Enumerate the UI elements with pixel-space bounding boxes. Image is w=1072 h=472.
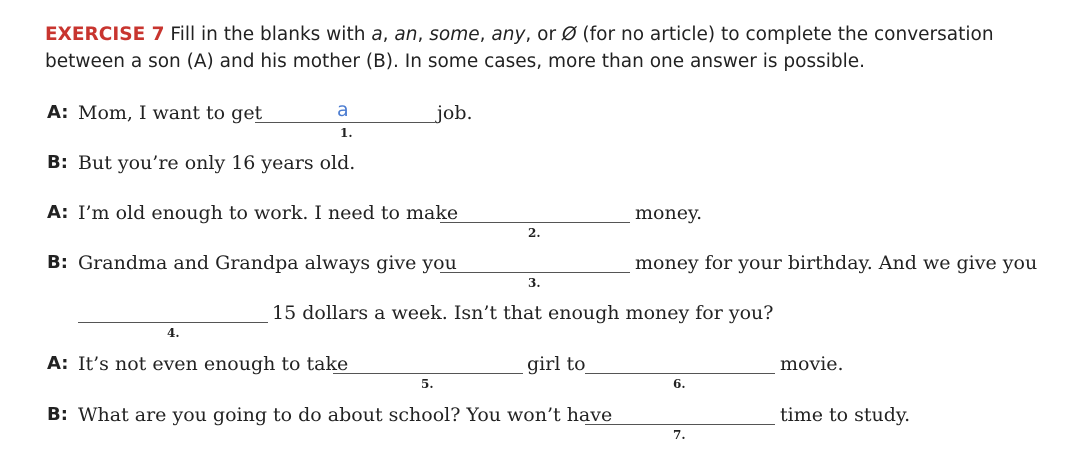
line-7-text: What are you going to do about school? You won’t have (78, 404, 613, 426)
answer-blank-3[interactable] (440, 272, 630, 273)
line-1-text: Mom, I want to get (78, 102, 263, 124)
line-5-text: 15 dollars a week. Isn’t that enough money for you? (272, 302, 774, 324)
option-any: any (491, 24, 526, 45)
blank-number-1: 1. (340, 126, 353, 140)
answer-blank-4[interactable] (78, 322, 268, 323)
option-an: an (394, 24, 418, 45)
instructions-text-2: (for no article) to complete the conversation between a son (A) and his mother (B). In some cases, more than one answer is possible. (45, 24, 994, 72)
answer-blank-5[interactable] (333, 373, 523, 374)
speaker-a: A: (47, 102, 69, 123)
line-6-text: It’s not even enough to take (78, 353, 349, 375)
separator: , (382, 24, 395, 45)
line-3-end: money. (635, 202, 703, 224)
blank-number-3: 3. (528, 276, 541, 290)
exercise-instructions (45, 21, 1055, 75)
line-2-text: But you’re only 16 years old. (78, 152, 356, 174)
answer-1-filled: a (337, 99, 349, 121)
speaker-a: A: (47, 202, 69, 223)
blank-number-2: 2. (528, 226, 541, 240)
speaker-b: B: (47, 152, 68, 173)
option-some: some (429, 24, 480, 45)
speaker-b: B: (47, 252, 68, 273)
blank-number-4: 4. (167, 326, 180, 340)
answer-blank-1[interactable] (255, 122, 435, 123)
answer-blank-6[interactable] (585, 373, 775, 374)
line-6-end: movie. (780, 353, 844, 375)
exercise-label: EXERCISE 7 (45, 24, 165, 45)
line-3-text: I’m old enough to work. I need to make (78, 202, 459, 224)
answer-blank-2[interactable] (440, 222, 630, 223)
line-6-mid: girl to (527, 353, 586, 375)
speaker-a: A: (47, 353, 69, 374)
blank-number-6: 6. (673, 377, 686, 391)
line-4-end: money for your birthday. And we give you (635, 252, 1038, 274)
separator: , or (525, 24, 562, 45)
speaker-b: B: (47, 404, 68, 425)
line-1-end: job. (437, 102, 473, 124)
separator: , (479, 24, 492, 45)
blank-number-7: 7. (673, 428, 686, 442)
option-no-article: Ø (561, 24, 577, 45)
answer-blank-7[interactable] (585, 424, 775, 425)
instructions-text-1: Fill in the blanks with (170, 24, 372, 45)
line-4-text: Grandma and Grandpa always give you (78, 252, 457, 274)
line-7-end: time to study. (780, 404, 911, 426)
option-a: a (371, 24, 383, 45)
blank-number-5: 5. (421, 377, 434, 391)
separator: , (417, 24, 430, 45)
